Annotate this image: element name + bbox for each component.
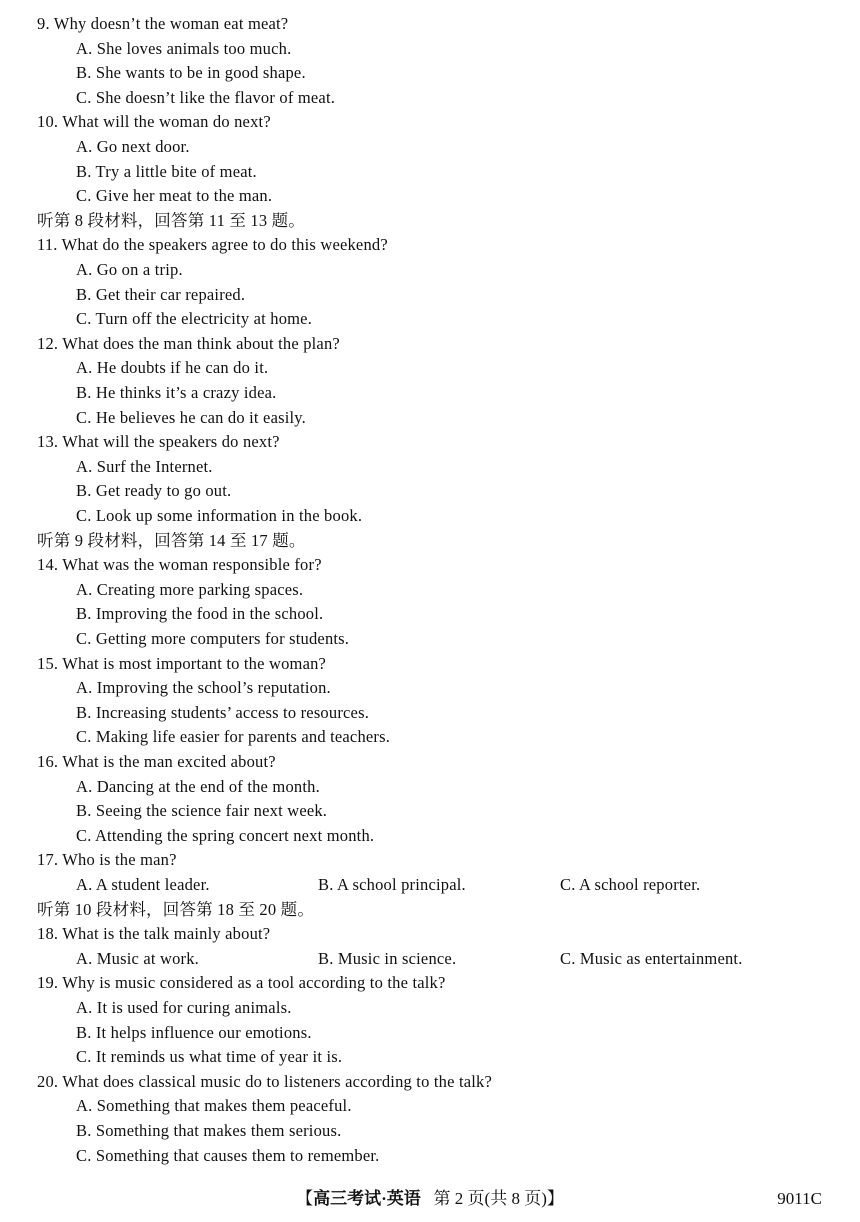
footer-dot: · xyxy=(381,1189,387,1208)
footer-right-bracket: 】 xyxy=(546,1189,564,1208)
option: B. It helps influence our emotions. xyxy=(76,1022,312,1042)
question: 14. What was the woman responsible for? xyxy=(37,555,322,575)
option: B. Try a little bite of meat. xyxy=(76,161,257,181)
footer-subject: 英语 xyxy=(386,1189,421,1208)
option: C. He believes he can do it easily. xyxy=(76,407,306,427)
footer-paper-code: 9011C xyxy=(777,1189,822,1208)
option: A. Something that makes them peaceful. xyxy=(76,1096,352,1116)
question: 19. Why is music considered as a tool according to the talk? xyxy=(37,973,446,993)
option-row xyxy=(0,947,860,971)
option: A. Dancing at the end of the month. xyxy=(76,776,320,796)
option: B. Get their car repaired. xyxy=(76,284,246,304)
option-b: B. A school principal. xyxy=(318,875,466,894)
footer-exam-name: 高三考试 xyxy=(313,1189,382,1208)
option-a: A. Music at work. xyxy=(76,948,200,968)
question: 15. What is most important to the woman? xyxy=(37,653,327,673)
option: A. Go next door. xyxy=(76,137,190,156)
option: A. Improving the school’s reputation. xyxy=(76,678,331,698)
option: B. Get ready to go out. xyxy=(76,481,232,501)
section-instruction: 听第 10 段材料，回答第 18 至 20 题。 xyxy=(37,899,315,919)
question: 17. Who is the man? xyxy=(37,850,177,870)
option: B. She wants to be in good shape. xyxy=(76,63,306,83)
option: A. She loves animals too much. xyxy=(76,38,292,58)
option: B. Something that makes them serious. xyxy=(76,1121,342,1140)
option: C. Attending the spring concert next month. xyxy=(76,825,375,845)
section-instruction: 听第 8 段材料，回答第 11 至 13 题。 xyxy=(37,210,305,230)
option: C. Making life easier for parents and teachers. xyxy=(76,727,391,747)
footer-left-bracket: 【 xyxy=(296,1189,314,1208)
option: C. She doesn’t like the flavor of meat. xyxy=(76,87,336,107)
question: 16. What is the man excited about? xyxy=(37,752,276,771)
option: C. Look up some information in the book. xyxy=(76,506,363,525)
option-c: C. Music as entertainment. xyxy=(560,948,743,968)
page-footer xyxy=(0,1186,860,1212)
option: A. It is used for curing animals. xyxy=(76,998,292,1017)
option: A. Surf the Internet. xyxy=(76,456,213,476)
option: C. Turn off the electricity at home. xyxy=(76,309,313,329)
question: 11. What do the speakers agree to do this weekend? xyxy=(37,235,388,255)
option: A. He doubts if he can do it. xyxy=(76,358,269,378)
question: 9. Why doesn’t the woman eat meat? xyxy=(37,14,289,33)
footer-title xyxy=(0,1186,860,1212)
question: 12. What does the man think about the plan? xyxy=(37,333,340,353)
section-instruction: 听第 9 段材料，回答第 14 至 17 题。 xyxy=(37,530,306,550)
option-a: A. A student leader. xyxy=(76,875,210,894)
option: B. Improving the food in the school. xyxy=(76,604,324,624)
option-row xyxy=(0,873,860,897)
option: C. Getting more computers for students. xyxy=(76,629,350,648)
option: B. He thinks it’s a crazy idea. xyxy=(76,383,277,402)
footer-page-number: 第 2 页(共 8 页) xyxy=(433,1189,547,1208)
option: A. Go on a trip. xyxy=(76,260,183,279)
option: B. Seeing the science fair next week. xyxy=(76,801,328,821)
option: C. Give her meat to the man. xyxy=(76,186,273,206)
question: 13. What will the speakers do next? xyxy=(37,432,280,452)
question: 18. What is the talk mainly about? xyxy=(37,924,271,944)
question: 10. What will the woman do next? xyxy=(37,112,271,132)
question: 20. What does classical music do to listeners according to the talk? xyxy=(37,1071,493,1091)
option: A. Creating more parking spaces. xyxy=(76,579,304,599)
option-c: C. A school reporter. xyxy=(560,875,701,894)
option-b: B. Music in science. xyxy=(318,948,457,968)
option: B. Increasing students’ access to resources. xyxy=(76,702,370,722)
option: C. It reminds us what time of year it is. xyxy=(76,1047,343,1067)
option: C. Something that causes them to remember. xyxy=(76,1145,380,1165)
